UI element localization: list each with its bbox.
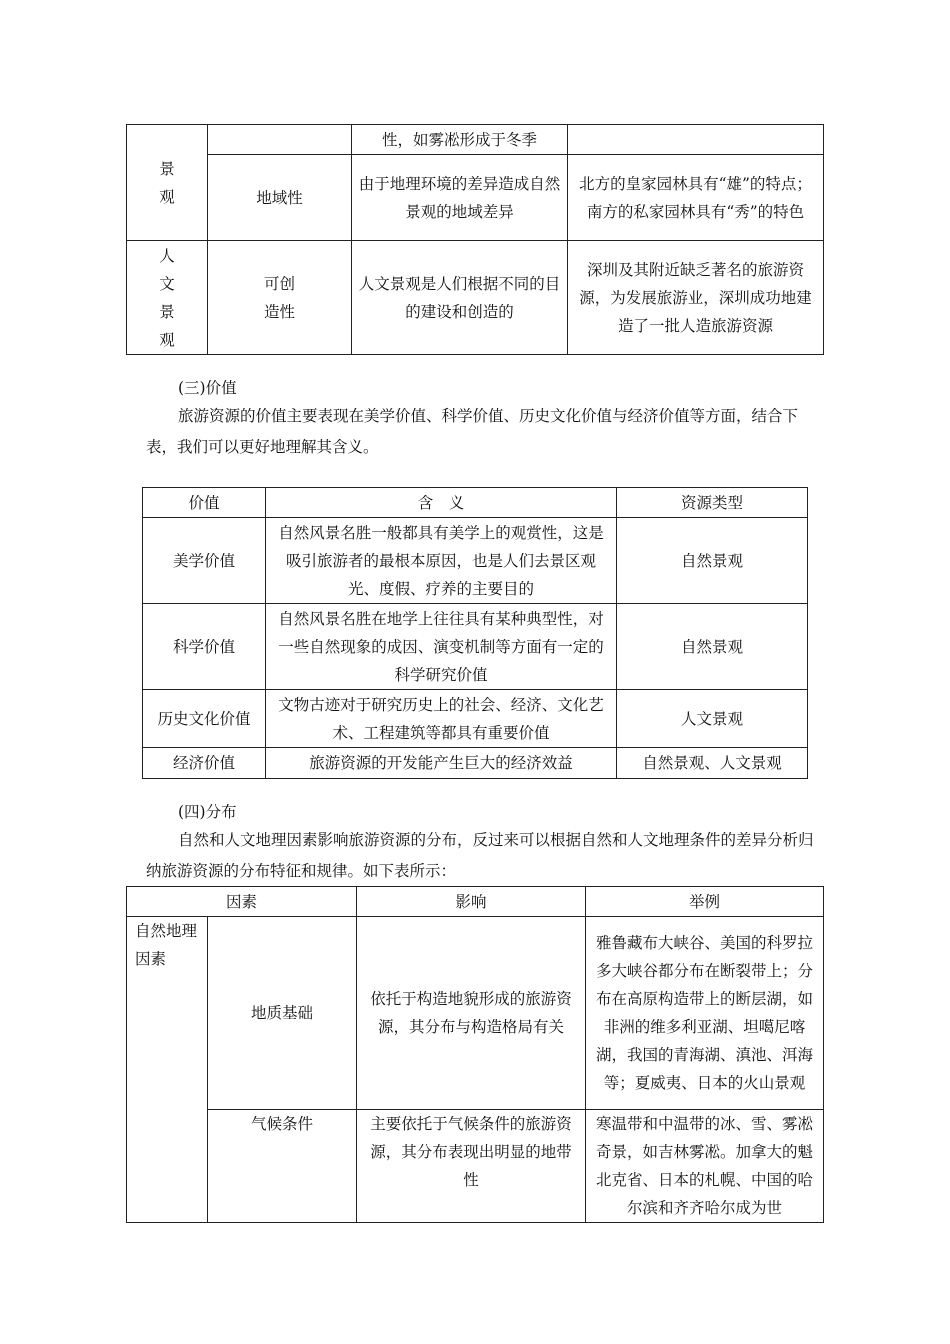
table-row (143, 518, 808, 604)
table-cell: 自然风景名胜一般都具有美学上的观赏性，这是吸引旅游者的最根本原因，也是人们去景区观光、度假、疗养的主要目的 (266, 518, 617, 604)
table-value (142, 487, 808, 779)
table-cell: 文物古迹对于研究历史上的社会、经济、文化艺术、工程建筑等都具有重要价值 (266, 690, 617, 748)
paragraph-value: 旅游资源的价值主要表现在美学价值、科学价值、历史文化价值与经济价值等方面，结合下表，我们可以更好地理解其含义。 (146, 407, 799, 456)
table-row (143, 690, 808, 748)
table-header-cell: 资源类型 (617, 488, 808, 518)
table-cell (568, 125, 824, 155)
table-cell-group-label: 自然地理因素 (127, 917, 208, 1223)
table-cell: 寒温带和中温带的冰、雪、雾凇奇景，如吉林雾凇。加拿大的魁北克省、日本的札幌、中国的哈尔滨和齐齐哈尔成为世 (586, 1110, 824, 1223)
table-header-row (127, 887, 824, 917)
table-cell: 地质基础 (208, 917, 357, 1110)
table-cell: 自然风景名胜在地学上往往具有某种典型性，对一些自然现象的成因、演变机制等方面有一定的科学研究价值 (266, 604, 617, 690)
section-heading-distribution: (四)分布 (178, 803, 237, 821)
table-row (143, 604, 808, 690)
table-row (127, 125, 824, 155)
table-header-cell: 举例 (586, 887, 824, 917)
table-cell: 科学价值 (143, 604, 266, 690)
table-row (127, 1110, 824, 1223)
table-cell: 人文景观 (617, 690, 808, 748)
table-cell: 由于地理环境的差异造成自然景观的地域差异 (352, 155, 568, 241)
table-cell: 人文景观是人们根据不同的目的建设和创造的 (352, 241, 568, 355)
section-heading-value: (三)价值 (178, 379, 237, 397)
table-cell (208, 125, 352, 155)
table-cell: 地域性 (208, 155, 352, 241)
table-cell: 景 观 (127, 125, 208, 241)
table-row (143, 748, 808, 779)
table-header-cell: 影响 (357, 887, 586, 917)
paragraph-distribution: 自然和人文地理因素影响旅游资源的分布，反过来可以根据自然和人文地理条件的差异分析归纳旅游资源的分布特征和规律。如下表所示： (146, 831, 814, 880)
table-header-cell: 含 义 (266, 488, 617, 518)
table-cell: 历史文化价值 (143, 690, 266, 748)
table-row (127, 155, 824, 241)
table-cell: 经济价值 (143, 748, 266, 779)
table-cell: 性，如雾凇形成于冬季 (352, 125, 568, 155)
table-row (127, 241, 824, 355)
table-header-row (143, 488, 808, 518)
table-cell: 旅游资源的开发能产生巨大的经济效益 (266, 748, 617, 779)
table-cell: 自然景观、人文景观 (617, 748, 808, 779)
table-row (127, 917, 824, 1110)
table-landscape-characteristics (126, 124, 824, 355)
table-cell: 北方的皇家园林具有“雄”的特点；南方的私家园林具有“秀”的特色 (568, 155, 824, 241)
table-cell: 主要依托于气候条件的旅游资源，其分布表现出明显的地带性 (357, 1110, 586, 1223)
table-cell: 人 文 景 观 (127, 241, 208, 355)
table-header-cell: 价值 (143, 488, 266, 518)
table-cell: 可创 造性 (208, 241, 352, 355)
table-cell: 美学价值 (143, 518, 266, 604)
table-cell: 气候条件 (208, 1110, 357, 1223)
table-cell: 雅鲁藏布大峡谷、美国的科罗拉多大峡谷都分布在断裂带上；分布在高原构造带上的断层湖，如非洲的维多利亚湖、坦噶尼喀湖，我国的青海湖、滇池、洱海等；夏威夷、日本的火山景观 (586, 917, 824, 1110)
table-header-cell: 因素 (127, 887, 357, 917)
table-cell: 深圳及其附近缺乏著名的旅游资源，为发展旅游业，深圳成功地建造了一批人造旅游资源 (568, 241, 824, 355)
table-cell: 依托于构造地貌形成的旅游资源，其分布与构造格局有关 (357, 917, 586, 1110)
table-distribution (126, 886, 824, 1223)
table-cell: 自然景观 (617, 604, 808, 690)
table-cell: 自然景观 (617, 518, 808, 604)
